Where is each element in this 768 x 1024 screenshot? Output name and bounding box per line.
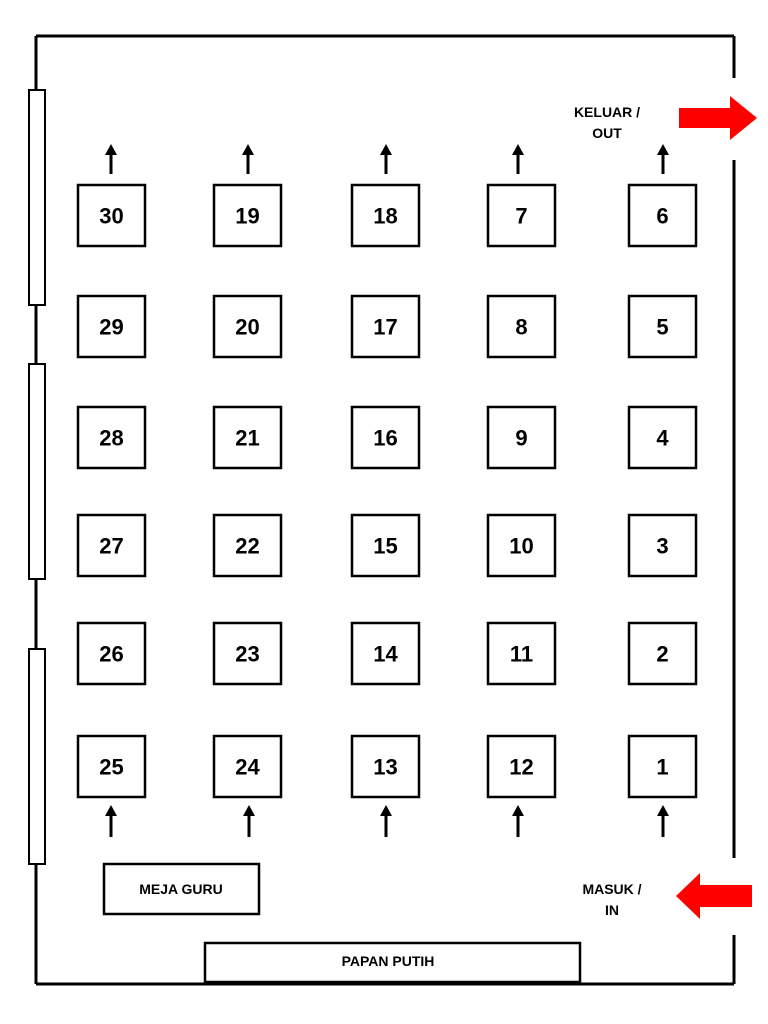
desk xyxy=(629,185,696,246)
desk-number: 17 xyxy=(373,314,398,340)
right-arrow-icon xyxy=(679,96,757,140)
up-arrow-icon xyxy=(380,144,392,174)
desk-number: 30 xyxy=(99,203,124,229)
desk-number: 2 xyxy=(656,641,669,667)
desk xyxy=(78,296,145,357)
desk-number: 14 xyxy=(373,641,398,667)
window xyxy=(29,649,45,864)
desk-number: 19 xyxy=(235,203,260,229)
arrow-head xyxy=(657,805,669,816)
whiteboard-label: PAPAN PUTIH xyxy=(341,953,435,969)
desk xyxy=(214,296,281,357)
desk-number: 12 xyxy=(509,754,534,780)
up-arrow-icon xyxy=(512,805,524,837)
arrow-head xyxy=(657,144,669,155)
desk xyxy=(488,736,555,797)
desk-number: 5 xyxy=(656,314,669,340)
direction-arrows xyxy=(105,144,669,837)
entrance-label-line2: IN xyxy=(605,902,619,918)
desk xyxy=(214,736,281,797)
windows xyxy=(29,90,45,864)
up-arrow-icon xyxy=(657,144,669,174)
desk xyxy=(629,515,696,576)
desk-number: 11 xyxy=(509,641,534,667)
desk-number: 9 xyxy=(515,425,528,451)
desk xyxy=(78,736,145,797)
desk-number: 16 xyxy=(373,425,398,451)
window xyxy=(29,364,45,579)
desk xyxy=(352,736,419,797)
desk-number: 10 xyxy=(509,533,534,559)
desk-number: 6 xyxy=(656,203,669,229)
desk xyxy=(629,736,696,797)
desk-number: 15 xyxy=(373,533,398,559)
up-arrow-icon xyxy=(380,805,392,837)
desk-number: 22 xyxy=(235,533,260,559)
desk xyxy=(78,515,145,576)
desk xyxy=(214,407,281,468)
desk-number: 28 xyxy=(99,425,124,451)
desk xyxy=(488,515,555,576)
desk xyxy=(488,623,555,684)
desk-number: 21 xyxy=(235,425,260,451)
arrow-head xyxy=(243,805,255,816)
up-arrow-icon xyxy=(105,805,117,837)
room-walls xyxy=(36,36,734,984)
exit-label-line2: OUT xyxy=(592,125,622,141)
desk xyxy=(214,623,281,684)
desk-number: 20 xyxy=(235,314,260,340)
desk xyxy=(214,515,281,576)
desk xyxy=(488,296,555,357)
desk-number: 29 xyxy=(99,314,124,340)
desk-number: 26 xyxy=(99,641,124,667)
window xyxy=(29,90,45,305)
desk xyxy=(78,407,145,468)
desk xyxy=(78,623,145,684)
desk xyxy=(488,407,555,468)
arrow-head xyxy=(512,144,524,155)
desk-number: 8 xyxy=(515,314,528,340)
up-arrow-icon xyxy=(657,805,669,837)
desk-number: 18 xyxy=(373,203,398,229)
desk xyxy=(488,185,555,246)
up-arrow-icon xyxy=(105,144,117,174)
desk xyxy=(629,407,696,468)
desk-number: 1 xyxy=(656,754,669,780)
desk-number: 3 xyxy=(656,533,669,559)
desk-number: 23 xyxy=(235,641,260,667)
arrow-head xyxy=(105,805,117,816)
up-arrow-icon xyxy=(512,144,524,174)
desk-number: 27 xyxy=(99,533,124,559)
arrow-head xyxy=(105,144,117,155)
teacher-desk-label: MEJA GURU xyxy=(139,881,223,897)
desk xyxy=(629,623,696,684)
exit-label-line1: KELUAR / xyxy=(573,104,641,120)
desk xyxy=(352,407,419,468)
desk xyxy=(629,296,696,357)
desk xyxy=(352,185,419,246)
left-arrow-icon xyxy=(676,873,752,919)
entrance-label-line1: MASUK / xyxy=(582,881,642,897)
up-arrow-icon xyxy=(243,805,255,837)
student-desks xyxy=(78,185,696,797)
desk xyxy=(352,515,419,576)
desk xyxy=(214,185,281,246)
desk-number: 24 xyxy=(235,754,260,780)
up-arrow-icon xyxy=(242,144,254,174)
desk-number: 13 xyxy=(373,754,398,780)
arrow-head xyxy=(242,144,254,155)
arrow-head xyxy=(380,805,392,816)
arrow-head xyxy=(380,144,392,155)
desk-number: 7 xyxy=(515,203,528,229)
arrow-head xyxy=(512,805,524,816)
desk xyxy=(352,296,419,357)
desk xyxy=(352,623,419,684)
desk xyxy=(78,185,145,246)
desk-number: 4 xyxy=(656,425,669,451)
desk-number: 25 xyxy=(99,754,124,780)
